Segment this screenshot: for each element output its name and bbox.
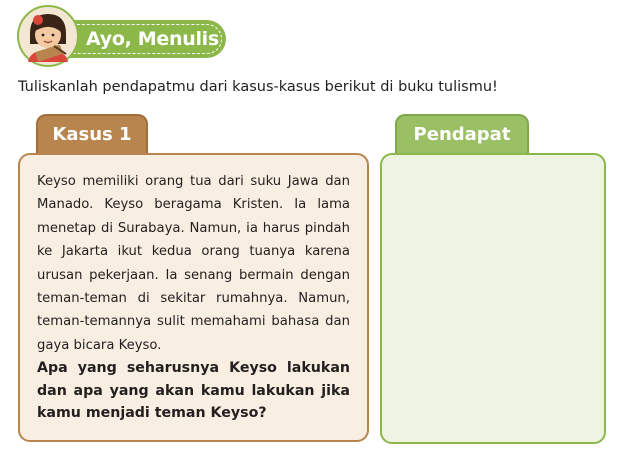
section-title: Ayo, Menulis bbox=[86, 28, 219, 50]
instruction-text: Tuliskanlah pendapatmu dari kasus-kasus berikut di buku tulismu! bbox=[18, 79, 498, 95]
tab-pendapat-label: Pendapat bbox=[413, 124, 511, 145]
tab-kasus-label: Kasus 1 bbox=[52, 124, 132, 145]
case-question: Apa yang seharusnya Keyso lakukan dan apa yang akan kamu lakukan jika kamu menjadi teman Keyso? bbox=[37, 360, 350, 421]
girl-writing-icon bbox=[16, 4, 80, 68]
case-description: Keyso memiliki orang tua dari suku Jawa dan Manado. Keyso beragama Kristen. Ia lama menetap di Surabaya. Namun, ia harus pindah ke Jakarta ikut kedua orang tuanya karena urusan pekerjaan. Ia senang bermain dengan teman-teman di sekitar rumahnya. Namun, teman-temannya sulit memahami bahasa dan gaya bicara Keyso. bbox=[37, 174, 350, 353]
opinion-answer-box bbox=[380, 153, 606, 444]
